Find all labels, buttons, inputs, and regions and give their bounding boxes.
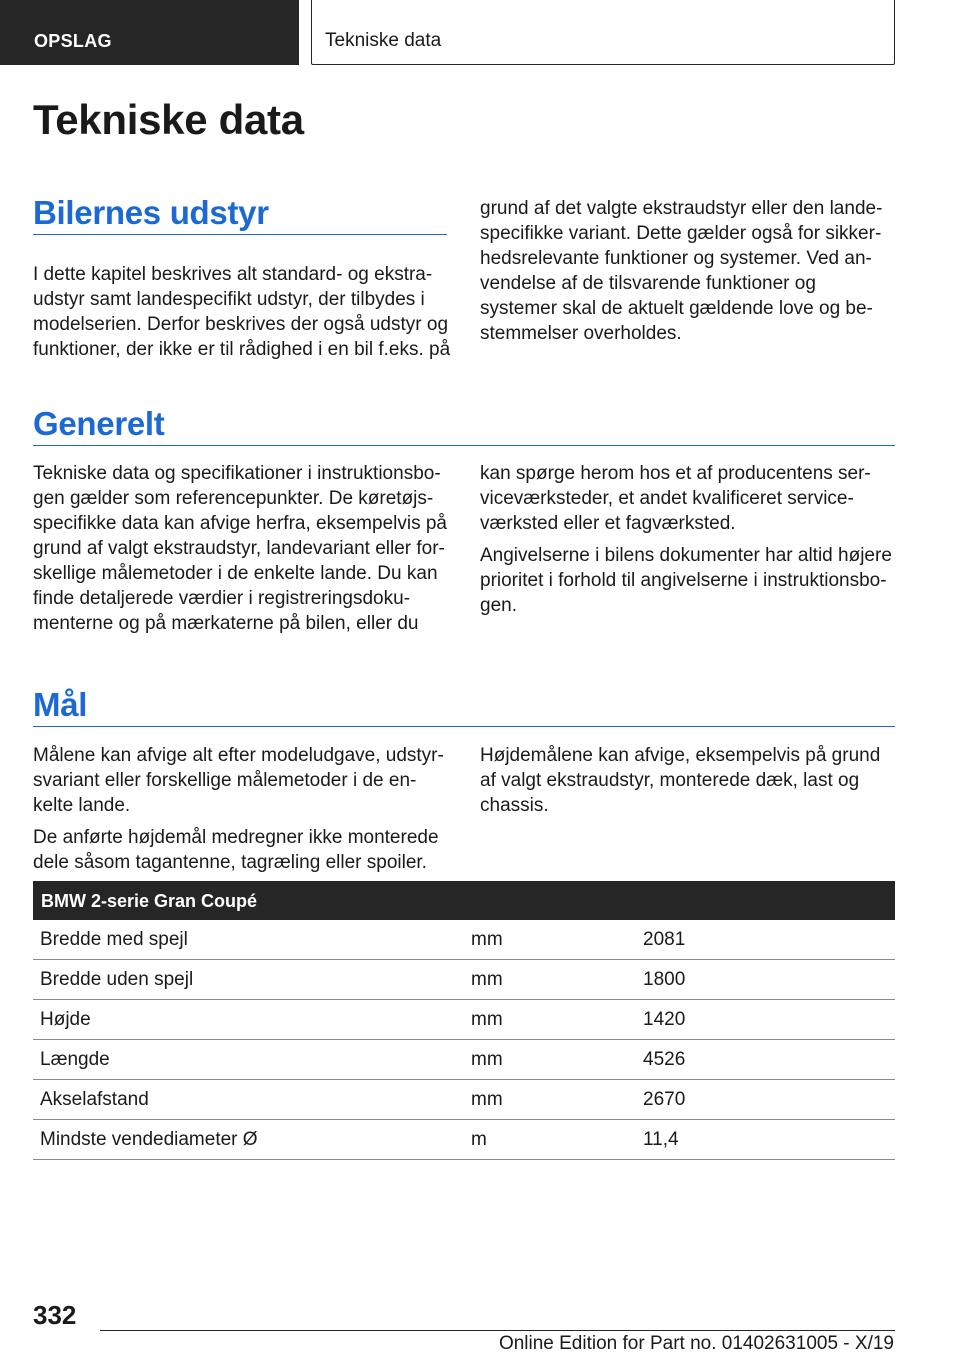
paragraph: grund af det valgte ekstraudstyr eller den lande- specifikke variant. Dette gælder også for sikker- hedsrelevante funktioner og systemer. Ved an- vendelse af de tilsvarende funktioner og systemer skal de aktuelt gældende love og be- stemmelser overholdes. [480, 198, 883, 344]
footer-rule [100, 1330, 895, 1331]
table-cell-unit: mm [471, 929, 503, 950]
equipment-text-right [480, 196, 900, 353]
table-row [33, 1080, 895, 1120]
table-row [33, 920, 895, 960]
table-cell-label: Mindste vendediameter Ø [40, 1129, 258, 1150]
table-header: BMW 2-serie Gran Coupé [33, 881, 895, 920]
general-text-left [33, 461, 453, 643]
paragraph: Angivelserne i bilens dokumenter har altid højere prioritet i forhold til angivelserne i instruktionsbo- gen. [480, 545, 892, 616]
page-title: Tekniske data [33, 96, 304, 143]
paragraph: Tekniske data og specifikationer i instruktionsbo- gen gælder som referencepunkter. De køretøjs- specifikke data kan afvige herfra, eksempelvis på grund af valgt ekstraudstyr, landevariant eller for- skellige målemetoder i de enkelte lande. Du kan finde detaljerede værdier i registreringsdoku- menterne og på mærkaterne på bilen, eller du [33, 463, 447, 634]
table-row [33, 1040, 895, 1080]
header-chapter-tab: Tekniske data [311, 0, 895, 65]
dimensions-text-left [33, 743, 453, 882]
table-cell-label: Akselafstand [40, 1089, 149, 1110]
table-row [33, 1120, 895, 1160]
footer-edition-text: Online Edition for Part no. 01402631005 - X/19 [498, 1333, 894, 1354]
table-row [33, 960, 895, 1000]
paragraph: Højdemålene kan afvige, eksempelvis på grund af valgt ekstraudstyr, monterede dæk, last og chassis. [480, 745, 881, 816]
section-rule-equipment [33, 234, 447, 235]
table-cell-label: Bredde med spejl [40, 929, 188, 950]
table-cell-unit: mm [471, 1049, 503, 1070]
paragraph: I dette kapitel beskrives alt standard- og ekstra- udstyr samt landespecifikt udstyr, der tilbydes i modelserien. Derfor beskrives der også udstyr og funktioner, der ikke er til rådighed i en bil f.eks. på [33, 264, 451, 360]
table-cell-unit: mm [471, 1009, 503, 1030]
section-title-general: Generelt [33, 405, 165, 442]
table-cell-label: Bredde uden spejl [40, 969, 194, 990]
table-cell-value: 2081 [643, 929, 686, 950]
table-cell-unit: mm [471, 1089, 503, 1110]
table-cell-unit: m [471, 1129, 487, 1150]
table-cell-label: Højde [40, 1009, 91, 1030]
table-cell-unit: mm [471, 969, 503, 990]
general-text-right [480, 461, 900, 625]
section-rule-general [33, 445, 895, 446]
paragraph: kan spørge herom hos et af producentens ser- viceværksteder, et andet kvalificeret service- værksted eller et fagværksted. [480, 463, 871, 534]
dimensions-text-right [480, 743, 900, 825]
paragraph: De anførte højdemål medregner ikke monterede dele såsom tagantenne, tagræling eller spoiler. [33, 827, 439, 873]
table-cell-value: 1800 [643, 969, 686, 990]
table-cell-label: Længde [40, 1049, 110, 1070]
section-title-equipment: Bilernes udstyr [33, 194, 269, 231]
table-cell-value: 4526 [643, 1049, 686, 1070]
paragraph: Målene kan afvige alt efter modeludgave, udstyr- svariant eller forskellige målemetoder i de en- kelte lande. [33, 745, 444, 816]
table-cell-value: 1420 [643, 1009, 686, 1030]
page-number: 332 [33, 1300, 77, 1330]
dimensions-table [33, 881, 895, 1160]
table-cell-value: 11,4 [643, 1129, 679, 1150]
table-row [33, 1000, 895, 1040]
section-title-dimensions: Mål [33, 686, 88, 723]
table-cell-value: 2670 [643, 1089, 686, 1110]
header-section-tab: OPSLAG [0, 0, 299, 65]
section-rule-dimensions [33, 726, 895, 727]
equipment-text-left [33, 262, 453, 369]
